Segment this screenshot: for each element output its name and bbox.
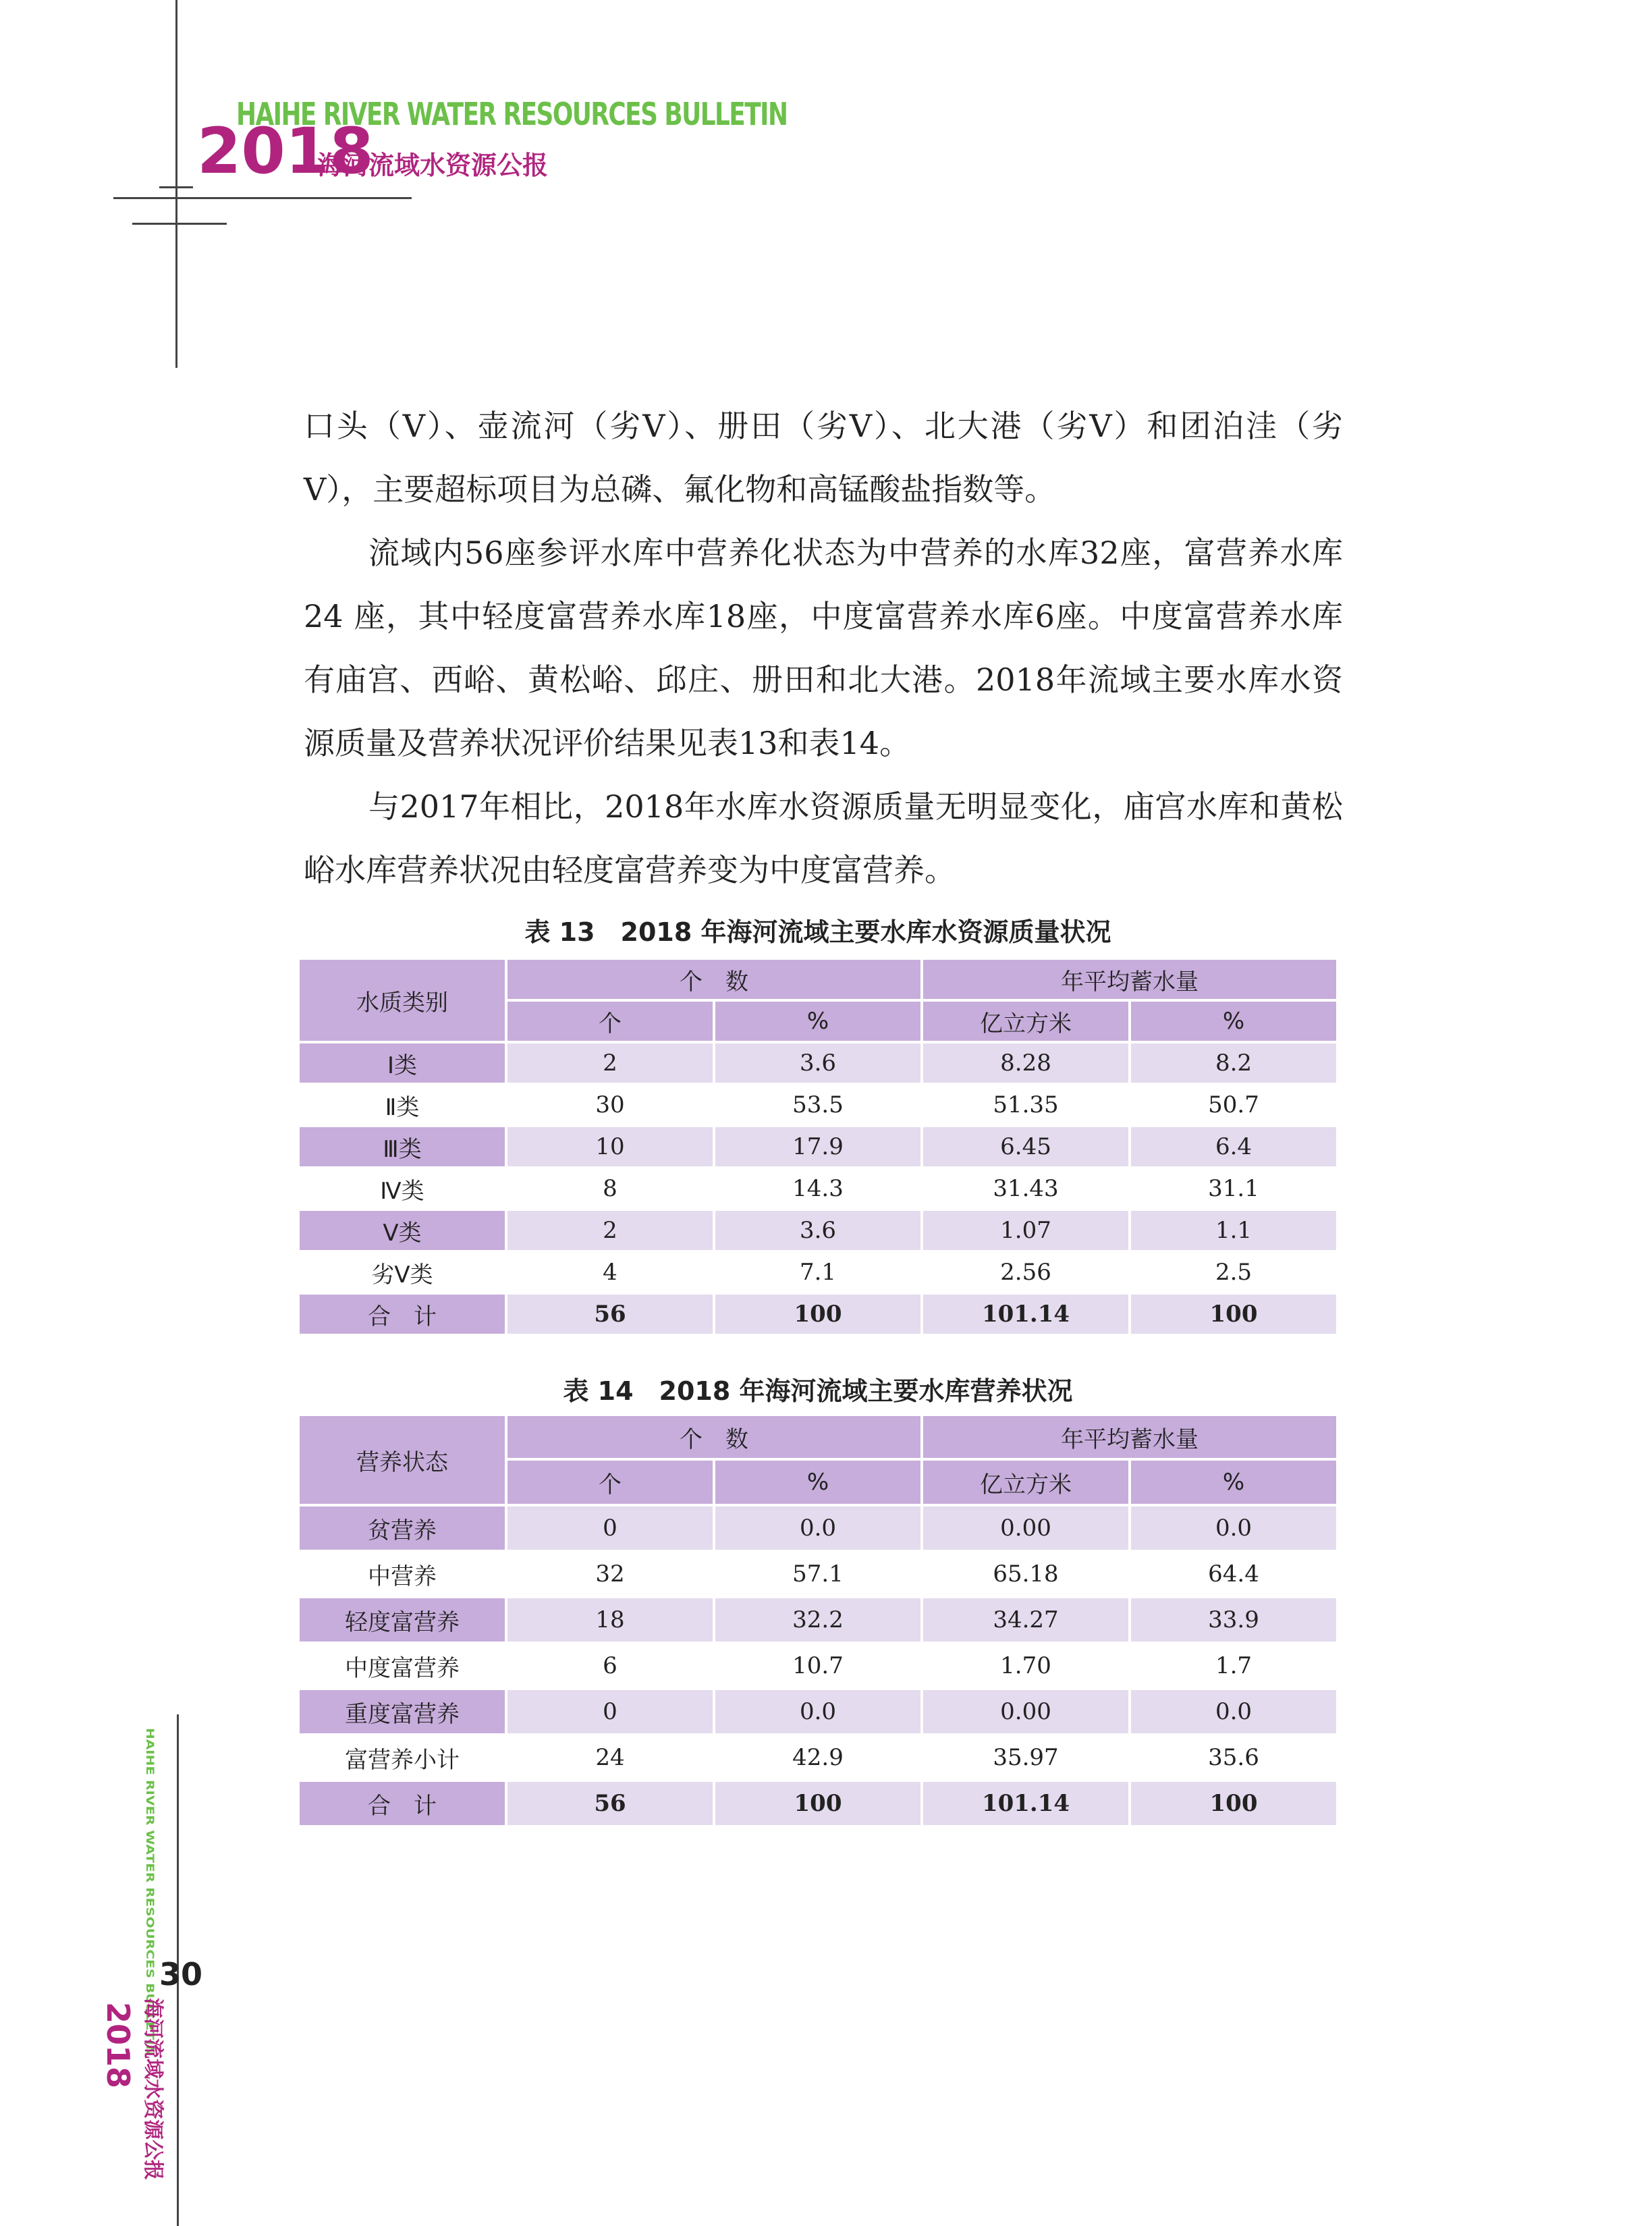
cell: 6 — [507, 1644, 713, 1690]
cell: 1.7 — [1131, 1644, 1336, 1690]
cell: 35.97 — [923, 1736, 1128, 1782]
table14-sub-count-pct: % — [715, 1461, 920, 1506]
table13-sub-volume-pct: % — [1131, 1002, 1336, 1043]
brand-english-title: HAIHE RIVER WATER RESOURCES BULLETIN — [236, 96, 788, 132]
table-row — [300, 1085, 1336, 1127]
row-label: 合 计 — [300, 1295, 505, 1336]
table14-row-header: 营养状态 — [300, 1416, 505, 1506]
table-row — [300, 1127, 1336, 1169]
side-chinese-title: 海河流域水资源公报 — [141, 1998, 165, 2180]
cell: 3.6 — [715, 1043, 920, 1085]
cell: 100 — [1131, 1295, 1336, 1336]
cell: 56 — [507, 1295, 713, 1336]
row-label: 合 计 — [300, 1782, 505, 1828]
cell: 31.43 — [923, 1169, 1128, 1211]
row-label: Ⅲ类 — [300, 1127, 505, 1169]
cell: 57.1 — [715, 1552, 920, 1598]
cell: 0.00 — [923, 1506, 1128, 1552]
cell: 30 — [507, 1085, 713, 1127]
table13-sub-count-pct: % — [715, 1002, 920, 1043]
table14-group-storage: 年平均蓄水量 — [923, 1416, 1336, 1461]
cell: 100 — [715, 1295, 920, 1336]
cell: 1.1 — [1131, 1211, 1336, 1253]
side-english-title: HAIHE RIVER WATER RESOURCES BULLETIN — [143, 1728, 157, 2057]
row-label: Ⅱ类 — [300, 1085, 505, 1127]
table-row — [300, 1169, 1336, 1211]
cell: 8.2 — [1131, 1043, 1336, 1085]
row-label: 富营养小计 — [300, 1736, 505, 1782]
body-text — [304, 394, 1343, 902]
table-row-total — [300, 1782, 1336, 1828]
cell: 0.0 — [715, 1690, 920, 1736]
table-row-total — [300, 1295, 1336, 1336]
cell: 0 — [507, 1690, 713, 1736]
cell: 0 — [507, 1506, 713, 1552]
cell: 100 — [1131, 1782, 1336, 1828]
cell: 50.7 — [1131, 1085, 1336, 1127]
crop-mark-horizontal-short — [159, 186, 193, 188]
cell: 64.4 — [1131, 1552, 1336, 1598]
cell: 1.70 — [923, 1644, 1128, 1690]
cell: 7.1 — [715, 1253, 920, 1295]
cell: 42.9 — [715, 1736, 920, 1782]
cell: 10 — [507, 1127, 713, 1169]
table-row — [300, 1644, 1336, 1690]
table-row — [300, 1552, 1336, 1598]
table-row — [300, 1043, 1336, 1085]
row-label: 中度富营养 — [300, 1644, 505, 1690]
table13-sub-count: 个 — [507, 1002, 713, 1043]
cell: 3.6 — [715, 1211, 920, 1253]
table-row — [300, 1598, 1336, 1644]
table14-sub-count: 个 — [507, 1461, 713, 1506]
row-label: 劣Ⅴ类 — [300, 1253, 505, 1295]
table-row — [300, 1506, 1336, 1552]
cell: 1.07 — [923, 1211, 1128, 1253]
row-label: 中营养 — [300, 1552, 505, 1598]
cell: 35.6 — [1131, 1736, 1336, 1782]
row-label: 重度富营养 — [300, 1690, 505, 1736]
cell: 32.2 — [715, 1598, 920, 1644]
cell: 56 — [507, 1782, 713, 1828]
cell: 14.3 — [715, 1169, 920, 1211]
cell: 32 — [507, 1552, 713, 1598]
table14-group-count: 个 数 — [507, 1416, 920, 1461]
cell: 51.35 — [923, 1085, 1128, 1127]
table-row — [300, 1253, 1336, 1295]
table-row — [300, 1736, 1336, 1782]
table-row — [300, 1211, 1336, 1253]
cell: 100 — [715, 1782, 920, 1828]
cell: 101.14 — [923, 1295, 1128, 1336]
page-number: 30 — [159, 1956, 203, 1992]
table13-sub-volume: 亿立方米 — [923, 1002, 1128, 1043]
cell: 18 — [507, 1598, 713, 1644]
paragraph-reservoir-trophic: 流域内56座参评水库中营养化状态为中营养的水库32座，富营养水库24 座，其中轻度富营养水库18座，中度富营养水库6座。中度富营养水库有庙宫、西峪、黄松峪、邱庄、册田和北大港。2018年流域主要水库水资源质量及营养状况评价结果见表13和表14。 — [304, 535, 1343, 761]
cell: 17.9 — [715, 1127, 920, 1169]
table14-caption: 表 14 2018 年海河流域主要水库营养状况 — [563, 1376, 1073, 1406]
cell: 0.0 — [1131, 1506, 1336, 1552]
brand-chinese-title: 海河流域水资源公报 — [317, 150, 549, 180]
paragraph-continuation: 口头（Ⅴ）、壶流河（劣Ⅴ）、册田（劣Ⅴ）、北大港（劣Ⅴ）和团泊洼（劣Ⅴ），主要超标项目为总磷、氟化物和高锰酸盐指数等。 — [304, 408, 1343, 508]
brand-year: 2018 — [197, 115, 374, 188]
cell: 2 — [507, 1043, 713, 1085]
cell: 6.4 — [1131, 1127, 1336, 1169]
crop-mark-vertical-top — [175, 0, 177, 368]
cell: 8.28 — [923, 1043, 1128, 1085]
cell: 31.1 — [1131, 1169, 1336, 1211]
row-label: Ⅴ类 — [300, 1211, 505, 1253]
table14 — [297, 1416, 1339, 1828]
table14-sub-volume-pct: % — [1131, 1461, 1336, 1506]
cell: 53.5 — [715, 1085, 920, 1127]
row-label: Ⅳ类 — [300, 1169, 505, 1211]
side-year: 2018 — [100, 2002, 136, 2089]
row-label: 贫营养 — [300, 1506, 505, 1552]
row-label: 轻度富营养 — [300, 1598, 505, 1644]
cell: 8 — [507, 1169, 713, 1211]
row-label: Ⅰ类 — [300, 1043, 505, 1085]
cell: 2.5 — [1131, 1253, 1336, 1295]
cell: 2.56 — [923, 1253, 1128, 1295]
cell: 0.00 — [923, 1690, 1128, 1736]
table13-caption: 表 13 2018 年海河流域主要水库水资源质量状况 — [524, 917, 1111, 947]
cell: 101.14 — [923, 1782, 1128, 1828]
cell: 4 — [507, 1253, 713, 1295]
cell: 10.7 — [715, 1644, 920, 1690]
table-row — [300, 1690, 1336, 1736]
table13-group-storage: 年平均蓄水量 — [923, 960, 1336, 1002]
table13-group-count: 个 数 — [507, 960, 920, 1002]
cell: 33.9 — [1131, 1598, 1336, 1644]
cell: 0.0 — [715, 1506, 920, 1552]
header-rule-long — [113, 197, 412, 199]
table14-sub-volume: 亿立方米 — [923, 1461, 1128, 1506]
cell: 6.45 — [923, 1127, 1128, 1169]
cell: 24 — [507, 1736, 713, 1782]
table13-row-header: 水质类别 — [300, 960, 505, 1043]
cell: 34.27 — [923, 1598, 1128, 1644]
table13 — [297, 960, 1339, 1336]
cell: 65.18 — [923, 1552, 1128, 1598]
paragraph-comparison-2017: 与2017年相比，2018年水库水资源质量无明显变化，庙宫水库和黄松峪水库营养状况由轻度富营养变为中度富营养。 — [304, 788, 1343, 888]
cell: 0.0 — [1131, 1690, 1336, 1736]
cell: 2 — [507, 1211, 713, 1253]
header-rule-short — [132, 223, 227, 225]
